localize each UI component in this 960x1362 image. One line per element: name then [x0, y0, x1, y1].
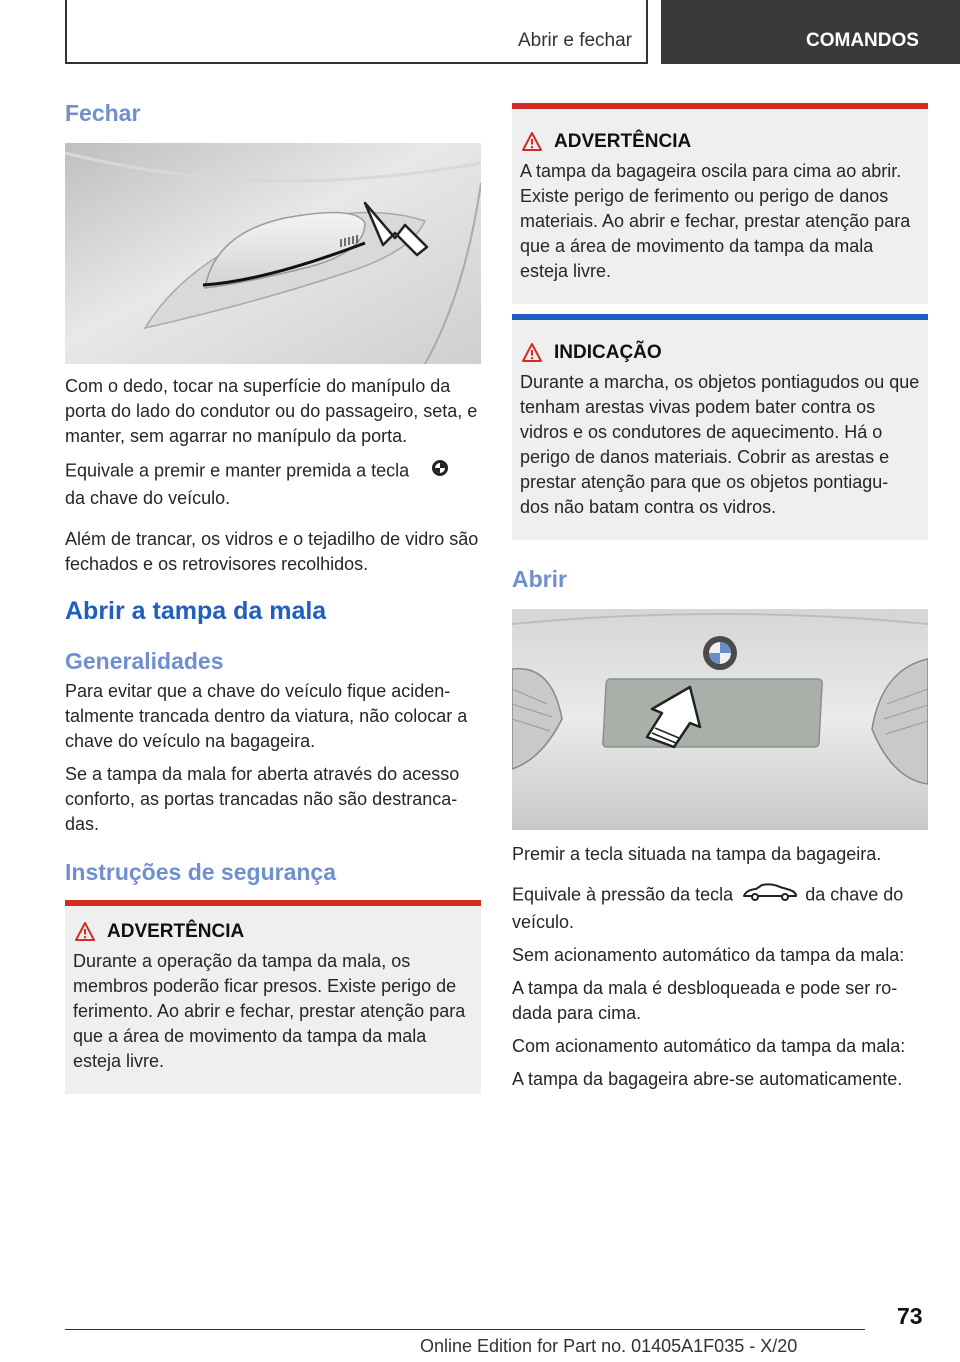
- right-column: [512, 103, 928, 1092]
- warning-text: Durante a operação da tampa da mala, os membros poderão ficar presos. Existe perigo de ferimento. Ao abrir e fechar, prestar atenção para que a área de movimento da tampa da mala esteja livre.: [73, 951, 466, 1071]
- header-subsection: Abrir e fechar: [517, 30, 632, 51]
- warning-header: [65, 906, 481, 943]
- notice-header: [512, 320, 928, 364]
- car-outline-key-icon: [738, 881, 800, 910]
- warning-box-1: [65, 900, 481, 1094]
- abrir-paragraph-2: [512, 881, 928, 935]
- page-number: 73: [897, 1303, 923, 1329]
- warning-text: A tampa da bagageira oscila para cima ao abrir. Existe perigo de ferimento ou perigo de danos materiais. Ao abrir e fechar, prestar atenção para que a área de movimento da tampa da mala esteja livre.: [520, 161, 911, 281]
- warning-triangle-icon: [522, 132, 542, 152]
- heading-abrir: Abrir: [512, 566, 567, 592]
- left-column: [65, 100, 481, 1094]
- trunk-button-illustration: [512, 609, 928, 830]
- abrir-paragraph-3: Sem acionamento automático da tampa da mala:: [512, 945, 905, 965]
- abrir-paragraph-2-a: Equivale à pressão da tecla: [512, 884, 734, 905]
- warning-label: ADVERTÊNCIA: [107, 921, 245, 942]
- footer-edition: Online Edition for Part no. 01405A1F035 - X/20: [420, 1336, 798, 1356]
- warning-triangle-icon: [75, 922, 95, 942]
- heading-seguranca: Instruções de segurança: [65, 859, 336, 885]
- bmw-roundel-key-icon: [414, 457, 454, 486]
- generalidades-paragraph-1: Para evitar que a chave do veículo fique aciden- talmente trancada dentro da viatura, não colocar a chave do veículo na bagageira.: [65, 681, 468, 751]
- abrir-paragraph-2-b: da chave do veículo.: [512, 884, 904, 932]
- abrir-paragraph-5: Com acionamento automático da tampa da mala:: [512, 1036, 906, 1056]
- warning-box-2: [512, 103, 928, 304]
- generalidades-paragraph-2: Se a tampa da mala for aberta através do acesso conforto, as portas trancadas não são destranca- das.: [65, 764, 460, 834]
- heading-fechar: Fechar: [65, 100, 141, 126]
- notice-box: [512, 314, 928, 540]
- notice-text: Durante a marcha, os objetos pontiagudos ou que tenham arestas vivas podem bater contra os vidros e os condutores de aquecimento. Há o perigo de danos materiais. Cobrir as arestas e prestar atenção para que os objetos pontiagu- dos não batam contra os vidros.: [520, 372, 920, 517]
- header-subsection-box: [65, 0, 648, 64]
- fechar-paragraph-2-b: da chave do veículo.: [65, 488, 231, 508]
- header-section-tab: [661, 0, 960, 64]
- header-section: COMANDOS: [806, 30, 919, 51]
- door-handle-illustration: [65, 143, 481, 364]
- warning-label: ADVERTÊNCIA: [554, 131, 692, 152]
- abrir-paragraph-4: A tampa da mala é desbloqueada e pode ser ro- dada para cima.: [512, 978, 898, 1023]
- fechar-paragraph-3: Além de trancar, os vidros e o tejadilho de vidro são fechados e os retrovisores recolhidos.: [65, 529, 479, 574]
- fechar-paragraph-2: [65, 457, 481, 511]
- footer-divider: [65, 1329, 865, 1330]
- warning-header: [512, 109, 928, 153]
- abrir-paragraph-1: Premir a tecla situada na tampa da bagageira.: [512, 844, 882, 864]
- warning-triangle-icon: [522, 343, 542, 363]
- fechar-paragraph-2-a: Equivale a premir e manter premida a tecla: [65, 460, 410, 481]
- heading-abrir-tampa: Abrir a tampa da mala: [65, 597, 327, 625]
- fechar-paragraph-1: Com o dedo, tocar na superfície do manípulo da porta do lado do condutor ou do passageiro, seta, e manter, sem agarrar no manípulo da porta.: [65, 376, 478, 446]
- notice-label: INDICAÇÃO: [554, 342, 662, 363]
- abrir-paragraph-6: A tampa da bagageira abre-se automaticamente.: [512, 1069, 903, 1089]
- heading-generalidades: Generalidades: [65, 648, 224, 674]
